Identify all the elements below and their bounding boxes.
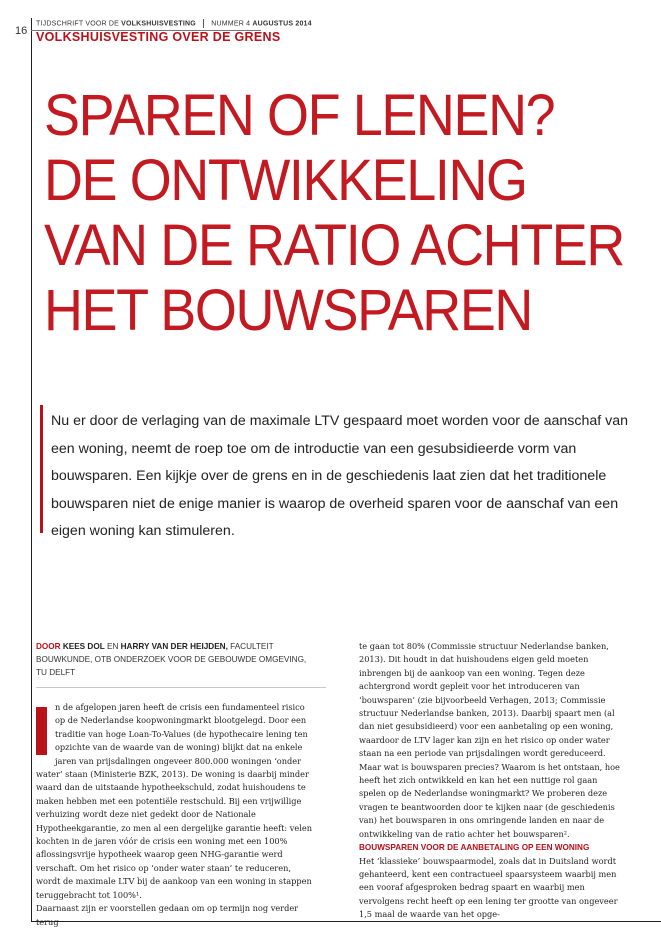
byline-door: DOOR (36, 642, 61, 651)
journal-prefix: TIJDSCHRIFT VOOR DE (36, 20, 120, 28)
title-line: VAN DE RATIO ACHTER (44, 213, 624, 278)
body-paragraph: te gaan tot 80% (Commissie structuur Nederlandse banken, 2013). Dit houdt in dat huishoudens eigen geld moeten inbrengen bij de aankoop van een woning. Tegen deze achtergrond wordt gepleit voor het introduceren van ‘bouwsparen’ (zie bijvoorbeeld Verhagen, 2013; Commissie structuur Nederlandse banken, 2013). Daarbij spaart men (al dan niet gesubsidieerd) voor een aanbetaling op een woning, waardoor de LTV lager kan zijn en het risico op onder water staan na een periode van prijsdalingen wordt gereduceerd. Maar wat is bouwsparen precies? Waarom is het ontstaan, hoe heeft het zich ontwikkeld en kan het een nuttige rol gaan spelen op de Nederlandse woningmarkt? We proberen deze vragen te beantwoorden door te kijken naar (de geschiedenis van) het bouwsparen in ons omringende landen en naar de ontwikkeling van de ratio achter het bouwsparen². (359, 641, 620, 839)
byline-and: EN (106, 642, 119, 651)
author-2: HARRY VAN DER HEIJDEN, (120, 642, 228, 651)
affiliation: FACULTEIT BOUWKUNDE, OTB ONDERZOEK VOOR DE GEBOUWDE OMGEVING, TU DELFT (36, 642, 307, 677)
byline (36, 640, 316, 679)
issue-number: NUMMER 4 (211, 20, 251, 28)
body-paragraph: Het ‘klassieke’ bouwspaarmodel, zoals dat in Duitsland wordt gehanteerd, kent een contractueel spaarsysteem waarbij men een vooraf afgesproken bedrag spaart en waarbij men vervolgens recht heeft op een lening ter grootte van ongeveer 1,5 maal de waarde van het opge- (359, 855, 618, 920)
title-line: SPAREN OF LENEN? (44, 83, 555, 148)
author-1: KEES DOL (62, 642, 105, 651)
title-line: HET BOUWSPAREN (44, 278, 532, 343)
article-title (44, 83, 624, 343)
title-line: DE ONTWIKKELING (44, 148, 527, 213)
issue-date: AUGUSTUS 2014 (252, 20, 312, 28)
intro-accent-bar (40, 405, 43, 533)
right-column (359, 640, 621, 922)
byline-rule (36, 687, 326, 688)
body-paragraph: n de afgelopen jaren heeft de crisis een fundamenteel risico op de Nederlandse koopwoningmarkt blootgelegd. Door een traditie van hoge Loan-To-Values (de hypothecaire lening ten opzichte van de waarde van de woning) blijkt dat na enkele jaren van prijsdalingen ongeveer 800.000 woningen ‘onder water’ staan (Ministerie BZK, 2013). De woning is daarbij minder waard dan de uitstaande hypotheekschuld, zodat huishoudens te maken hebben met een potentiële restschuld. Bij een vrijwillige verhuizing wordt deze niet gedekt door de Nationale Hypotheekgarantie, zo men al een dergelijke garantie heeft: velen kochten in de jaren vóór de crisis een woning met een 100% aflossingsvrije hypotheek waarop geen NHG-garantie werd verschaft. Om het risico op ‘onder water staan’ te reduceren, wordt de maximale LTV bij de aankoop van een woning in stappen teruggebracht tot 100%¹. (36, 702, 312, 900)
left-column (36, 640, 316, 929)
drop-cap (36, 707, 47, 755)
header-separator (203, 19, 204, 28)
body-paragraph: Daarnaast zijn er voorstellen gedaan om op termijn nog verder terug (36, 903, 299, 927)
subheading: BOUWSPAREN VOOR DE AANBETALING OP EEN WONING (359, 843, 590, 853)
margin-rule (31, 18, 32, 922)
article-intro: Nu er door de verlaging van de maximale LTV gespaard moet worden voor de aanschaf van een woning, neemt de roep toe om de introductie van een gesubsidieerde vorm van bouwsparen. Een kijkje over de grens en in de geschiedenis laat zien dat het traditionele bouwsparen niet de enige manier is waarop de overheid sparen voor de aanschaf van een eigen woning kan stimuleren. (51, 413, 629, 539)
section-title: VOLKSHUISVESTING OVER DE GRENS (36, 30, 281, 44)
running-header (36, 19, 312, 28)
journal-name: VOLKSHUISVESTING (121, 20, 196, 28)
page-number: 16 (15, 25, 28, 37)
